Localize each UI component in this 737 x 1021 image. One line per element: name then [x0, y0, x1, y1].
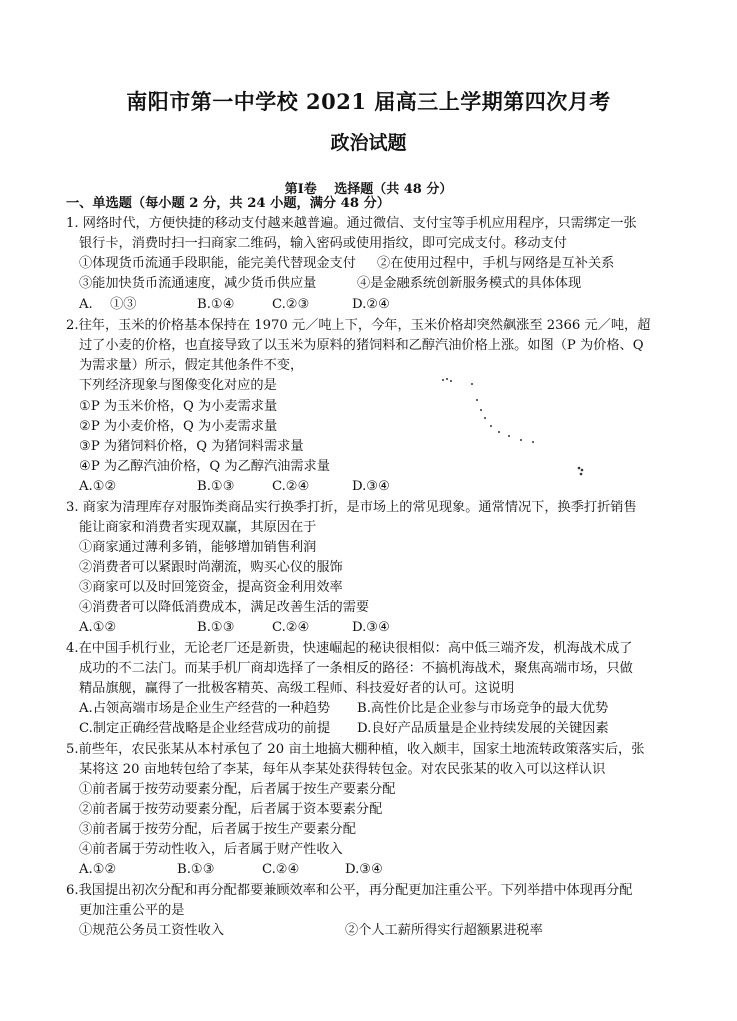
- q4-choice-b[interactable]: B.高性价比是企业参与市场竞争的最大优势: [357, 701, 609, 716]
- pq-graph-remnant: [435, 372, 595, 482]
- q2-choice-a[interactable]: A.①②: [79, 479, 117, 494]
- section-heading: 第Ⅰ卷 选择题（共 48 分）: [284, 182, 453, 197]
- q6-statement-1: ①规范公务员工资性收入: [79, 923, 225, 938]
- q1-statement-4: ④是金融系统创新服务模式的具体体现: [357, 276, 582, 291]
- q5-choice-d[interactable]: D.③④: [345, 862, 383, 877]
- q1-statement-1: ①体现货币流通手段职能，能完美代替现金支付: [79, 256, 356, 271]
- q4-stem-line2: 成功的不二法门。而某手机厂商却选择了一条相反的路径：不搞机海战术，聚焦高端市场，只做: [79, 661, 633, 676]
- graph-dot: [490, 425, 492, 427]
- q2-statement-4: ④P 为乙醇汽油价格，Q 为乙醇汽油需求量: [79, 459, 330, 474]
- q5-choice-c[interactable]: C.②④: [262, 862, 300, 877]
- q5-statement-2: ②前者属于按劳动要素分配，后者属于资本要素分配: [79, 802, 383, 817]
- q2-stem-line3: 为需求量）所示，假定其他条件不变，: [79, 358, 304, 373]
- q5-statement-3: ③前者属于按劳分配，后者属于按生产要素分配: [79, 822, 356, 837]
- q5-stem-line1: 5.前些年，农民张某从本村承包了 20 亩土地搞大棚种植，收入颇丰，国家土地流转政策落实后，张: [66, 742, 645, 757]
- q1-statement-3: ③能加快货币流通速度，减少货币供应量: [79, 276, 317, 291]
- graph-dot: [450, 380, 452, 382]
- q3-statement-3: ③商家可以及时回笼资金，提高资金利用效率: [79, 580, 343, 595]
- q5-statement-1: ①前者属于按劳动要素分配，后者属于按生产要素分配: [79, 782, 396, 797]
- q4-stem-line3: 精品旗舰，赢得了一批极客精英、高级工程师、科技爱好者的认可。这说明: [79, 681, 515, 696]
- q3-stem-line1: 3. 商家为清理库存对服饰类商品实行换季打折，是市场上的常见现象。通常情况下，换季打折销售: [66, 500, 637, 515]
- graph-dot: [471, 383, 473, 385]
- q5-stem-line2: 某将这 20 亩地转包给了李某，每年从李某处获得转包金。对农民张某的收入可以这样认识: [79, 762, 606, 777]
- exam-title: 南阳市第一中学校 2021 届高三上学期第四次月考: [126, 89, 611, 114]
- q3-statement-1: ①商家通过薄利多销，能够增加销售利润: [79, 540, 317, 555]
- q3-statement-4: ④消费者可以降低消费成本，满足改善生活的需要: [79, 600, 370, 615]
- q1-choice-b[interactable]: B.①④: [197, 297, 235, 312]
- q2-choice-c[interactable]: C.②④: [272, 479, 310, 494]
- q3-choice-a[interactable]: A.①②: [79, 620, 117, 635]
- graph-dot: [442, 379, 444, 381]
- q6-statement-2: ②个人工薪所得实行超额累进税率: [345, 923, 543, 938]
- graph-dot: [498, 431, 500, 433]
- graph-dot: [578, 467, 581, 470]
- q1-stem-line2: 银行卡，消费时扫一扫商家二维码，输入密码或使用指纹，即可完成支付。移动支付: [79, 236, 567, 251]
- graph-dot: [484, 417, 486, 419]
- q3-stem-line2: 能让商家和消费者实现双赢，其原因在于: [79, 520, 317, 535]
- q6-stem-line2: 更加注重公平的是: [79, 903, 185, 918]
- q1-choice-d[interactable]: D.②④: [352, 297, 390, 312]
- q1-choice-c[interactable]: C.②③: [272, 297, 310, 312]
- q2-stem-line1: 2.往年，玉米的价格基本保持在 1970 元／吨上下，今年，玉米价格却突然飙涨至 2366 元／吨，超: [66, 318, 651, 333]
- graph-dot: [446, 378, 448, 380]
- q2-choice-d[interactable]: D.③④: [352, 479, 390, 494]
- exam-subtitle: 政治试题: [330, 132, 407, 154]
- graph-dot: [520, 439, 522, 441]
- q3-choice-c[interactable]: C.②④: [272, 620, 310, 635]
- q4-choice-d[interactable]: D.良好产品质量是企业持续发展的关键因素: [357, 721, 609, 736]
- q5-statement-4: ④前者属于劳动性收入，后者属于财产性收入: [79, 842, 343, 857]
- q2-statement-1: ①P 为玉米价格，Q 为小麦需求量: [79, 399, 278, 414]
- graph-dot: [532, 441, 534, 443]
- q2-statement-3: ③P 为猪饲料价格，Q 为猪饲料需求量: [79, 439, 304, 454]
- graph-dot: [508, 435, 510, 437]
- q4-stem-line1: 4.在中国手机行业，无论老厂还是新贵，快速崛起的秘诀很相似：高中低三端齐发，机海战术成了: [66, 641, 633, 656]
- q3-statement-2: ②消费者可以紧跟时尚潮流，购买心仪的服饰: [79, 560, 343, 575]
- q4-choice-a[interactable]: A.占领高端市场是企业生产经营的一种趋势: [79, 701, 331, 716]
- q1-statement-2: ②在使用过程中，手机与网络是互补关系: [377, 256, 615, 271]
- q6-stem-line1: 6.我国提出初次分配和再分配都要兼顾效率和公平，再分配更加注重公平。下列举措中体现再分配: [66, 883, 633, 898]
- graph-dot: [480, 409, 482, 411]
- q2-stem-line4: 下列经济现象与图像变化对应的是: [79, 378, 277, 393]
- q2-statement-2: ②P 为小麦价格，Q 为小麦需求量: [79, 419, 278, 434]
- q1-choice-a[interactable]: A. ①③: [79, 297, 137, 312]
- graph-dot: [476, 399, 478, 401]
- q4-choice-c[interactable]: C.制定正确经营战略是企业经营成功的前提: [79, 721, 331, 736]
- q2-choice-b[interactable]: B.①③: [197, 479, 235, 494]
- graph-dot: [581, 469, 584, 472]
- part-title: 一、单选题（每小题 2 分，共 24 小题，满分 48 分）: [66, 196, 390, 211]
- q5-choice-a[interactable]: A.①②: [79, 862, 117, 877]
- q3-choice-b[interactable]: B.①③: [197, 620, 235, 635]
- q2-stem-line2: 过了小麦的价格，也直接导致了以玉米为原料的猪饲料和乙醇汽油价格上涨。如图（P 为价格、Q: [79, 338, 644, 353]
- graph-dot: [580, 473, 583, 476]
- q3-choice-d[interactable]: D.③④: [352, 620, 390, 635]
- q5-choice-b[interactable]: B.①③: [177, 862, 215, 877]
- q1-stem-line1: 1. 网络时代，方便快捷的移动支付越来越普遍。通过微信、支付宝等手机应用程序，只需绑定一张: [66, 216, 637, 231]
